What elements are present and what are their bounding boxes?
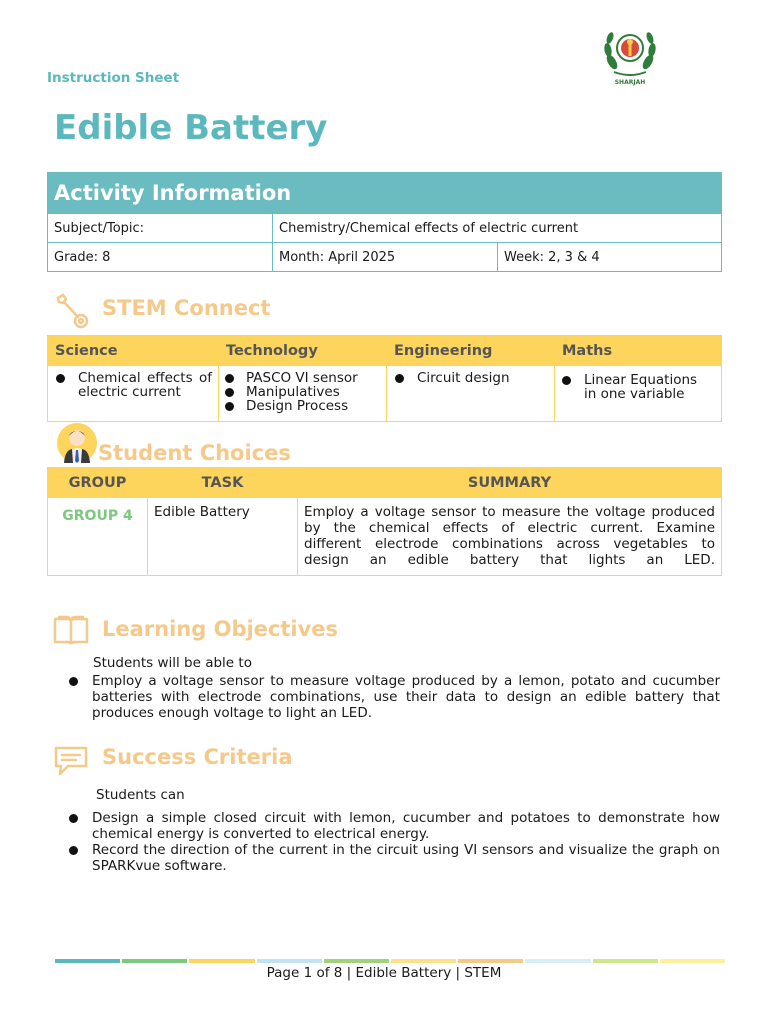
summary-cell: Employ a voltage sensor to measure the voltage produced by the chemical effects of electric current. Examine different electrode combinations across vegetables to design an edible battery that lights an LED. [298, 498, 722, 576]
success-criteria-heading: Success Criteria [102, 745, 293, 769]
student-choices-heading: Student Choices [98, 441, 291, 465]
bullet-icon [69, 814, 78, 823]
bullet-icon [562, 376, 571, 385]
list-item: Manipulatives [223, 385, 380, 399]
science-cell [48, 366, 219, 422]
technology-cell [219, 366, 387, 422]
page-title: Edible Battery [54, 108, 328, 148]
table-row [48, 243, 722, 272]
list-item: Employ a voltage sensor to measure voltage produced by a lemon, potato and cucumber batteries with electrode combinations, use their data to design an edible battery that produces enough voltage to light an LED. [69, 673, 720, 721]
footer-bar-segment [391, 959, 456, 963]
subject-label: Subject/Topic: [48, 214, 273, 243]
list-item: Design Process [223, 399, 380, 413]
stem-connect-heading: STEM Connect [102, 296, 271, 320]
engineering-cell [387, 366, 555, 422]
group-cell: GROUP 4 [48, 498, 148, 576]
table-header-row [48, 468, 722, 498]
footer-bar-segment [55, 959, 120, 963]
subject-value: Chemistry/Chemical effects of electric current [273, 214, 722, 243]
list-item: Chemical effects of electric current [54, 371, 212, 399]
bullet-icon [225, 374, 234, 383]
chat-icon [52, 744, 88, 780]
task-cell: Edible Battery [148, 498, 298, 576]
objectives-intro: Students will be able to [93, 655, 252, 671]
footer-bar-segment [189, 959, 254, 963]
bullet-icon [395, 374, 404, 383]
footer-bar-segment [660, 959, 725, 963]
bullet-icon [225, 388, 234, 397]
maths-cell [555, 366, 722, 422]
footer-bar-segment [593, 959, 658, 963]
column-header-group: GROUP [48, 468, 148, 498]
bullet-icon [225, 402, 234, 411]
column-header-technology: Technology [219, 336, 387, 366]
list-item: Record the direction of the current in the circuit using VI sensors and visualize the graph on SPARKvue software. [69, 842, 720, 874]
column-header-engineering: Engineering [387, 336, 555, 366]
page-footer: Page 1 of 8 | Edible Battery | STEM [266, 965, 502, 981]
student-choices-table [47, 467, 722, 576]
logo-caption: SHARJAH [614, 79, 646, 86]
list-item: Circuit design [393, 371, 548, 385]
week-cell: Week: 2, 3 & 4 [498, 243, 722, 272]
table-row [48, 498, 722, 576]
school-logo [600, 22, 660, 88]
list-item: PASCO VI sensor [223, 371, 380, 385]
learning-objectives-heading: Learning Objectives [102, 617, 339, 641]
column-header-task: TASK [148, 468, 298, 498]
criteria-intro: Students can [96, 787, 185, 803]
instruction-sheet-label: Instruction Sheet [47, 70, 180, 86]
column-header-summary: SUMMARY [298, 468, 722, 498]
footer-bar-segment [458, 959, 523, 963]
list-item: Linear Equations in one variable [561, 371, 715, 401]
book-icon [52, 614, 88, 650]
table-header-row [48, 336, 722, 366]
stem-connect-table [47, 335, 722, 422]
footer-bar-segment [525, 959, 590, 963]
grade-cell: Grade: 8 [48, 243, 273, 272]
student-avatar-icon [57, 423, 97, 463]
bullet-icon [69, 677, 78, 686]
wrench-icon [52, 292, 88, 328]
footer-bar-segment [122, 959, 187, 963]
footer-bar-segment [324, 959, 389, 963]
table-row [48, 366, 722, 422]
column-header-maths: Maths [555, 336, 722, 366]
activity-information-table [47, 213, 722, 272]
month-cell: Month: April 2025 [273, 243, 498, 272]
criteria-list [69, 810, 720, 874]
objectives-list [69, 673, 720, 721]
bullet-icon [69, 846, 78, 855]
activity-information-heading: Activity Information [47, 172, 722, 213]
footer-color-bar [55, 959, 727, 963]
list-item: Design a simple closed circuit with lemon, cucumber and potatoes to demonstrate how chemical energy is converted to electrical energy. [69, 810, 720, 842]
footer-bar-segment [257, 959, 322, 963]
bullet-icon [56, 374, 65, 383]
table-row [48, 214, 722, 243]
column-header-science: Science [48, 336, 219, 366]
